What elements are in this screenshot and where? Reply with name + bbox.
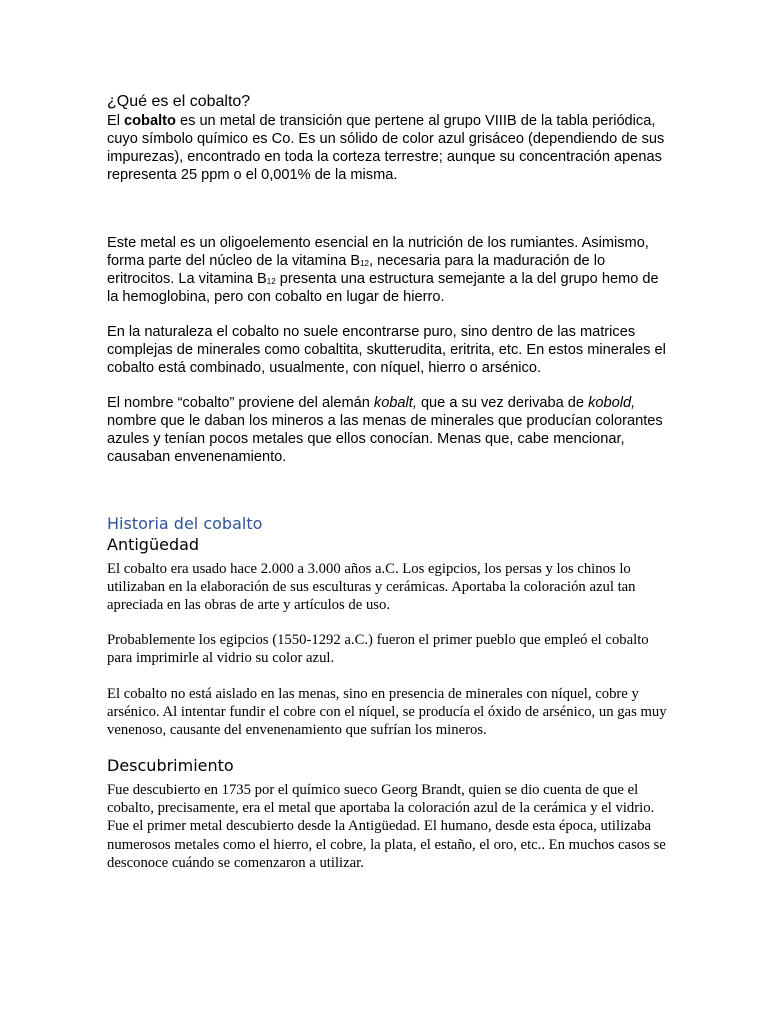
p4-kobalt: kobalt,	[373, 395, 417, 411]
intro-prefix: El	[107, 113, 125, 129]
paragraph-nombre	[107, 394, 667, 466]
intro-question: ¿Qué es el cobalto?	[107, 93, 251, 110]
p4-b: que a su vez derivaba de	[416, 395, 589, 411]
paragraph-antiguedad-1: El cobalto era usado hace 2.000 a 3.000 años a.C. Los egipcios, los persas y los chinos lo utilizaban en la elaboración de sus esculturas y cerámicas. Aportaba la coloración azul tan apreciada en las obras de arte y artículos de uso.	[107, 561, 636, 614]
p2-c: presenta una estructura semejante a la del grupo hemo de la hemoglobina, pero con cobalto en lugar de hierro.	[107, 271, 659, 305]
p4-c: nombre que le daban los mineros a las menas de minerales que producían colorantes azules y tenían pocos metales que ellos conocían. Menas que, cabe mencionar, causaban envenenamiento.	[107, 413, 663, 465]
p2-sub2: 12	[266, 277, 276, 286]
paragraph-antiguedad-2: Probablemente los egipcios (1550-1292 a.C.) fueron el primer pueblo que empleó el cobalto para imprimirle al vidrio su color azul.	[107, 632, 649, 667]
intro-bold-cobalto: cobalto	[124, 113, 176, 129]
heading-historia: Historia del cobalto	[107, 514, 263, 533]
heading-antiguedad: Antigüedad	[107, 535, 200, 554]
p2-b: , necesaria para la maduración de lo eritrocitos. La vitamina B	[107, 253, 606, 287]
paragraph-descubrimiento: Fue descubierto en 1735 por el químico sueco Georg Brandt, quien se dio cuenta de que el cobalto, precisamente, era el metal que aportaba la coloración azul de la cerámica y el vidrio. Fue el primer metal descubierto desde la Antigüedad. El humano, desde esta época, utilizaba numerosos metales como el hierro, el cobre, la plata, el estaño, el oro, etc.. En muchos casos se desconoce cuándo se comenzaron a utilizar.	[107, 782, 666, 871]
paragraph-antiguedad-3: El cobalto no está aislado en las menas, sino en presencia de minerales con níquel, cobre y arsénico. Al intentar fundir el cobre con el níquel, se producía el óxido de arsénico, un gas muy venenoso, causante del envenenamiento que sufrían los mineros.	[107, 686, 667, 739]
p2-sub1: 12	[360, 259, 370, 268]
paragraph-naturaleza: En la naturaleza el cobalto no suele encontrarse puro, sino dentro de las matrices complejas de minerales como cobaltita, skutterudita, eritrita, etc. En estos minerales el cobalto está combinado, usualmente, con níquel, hierro o arsénico.	[107, 324, 666, 376]
paragraph-vitamina	[107, 234, 667, 306]
p4-a: El nombre “cobalto” proviene del alemán	[107, 395, 374, 411]
intro-rest: es un metal de transición que pertene al grupo VIIIB de la tabla periódica, cuyo símbolo químico es Co. Es un sólido de color azul grisáceo (dependiendo de sus impurezas), encontrado en toda la corteza terrestre; aunque su concentración apenas representa 25 ppm o el 0,001% de la misma.	[107, 113, 665, 183]
p2-a: Este metal es un oligoelemento esencial en la nutrición de los rumiantes. Asimismo, forma parte del núcleo de la vitamina B	[107, 235, 649, 269]
p4-kobold: kobold,	[588, 395, 636, 411]
heading-descubrimiento: Descubrimiento	[107, 756, 234, 775]
intro-paragraph	[107, 112, 667, 184]
